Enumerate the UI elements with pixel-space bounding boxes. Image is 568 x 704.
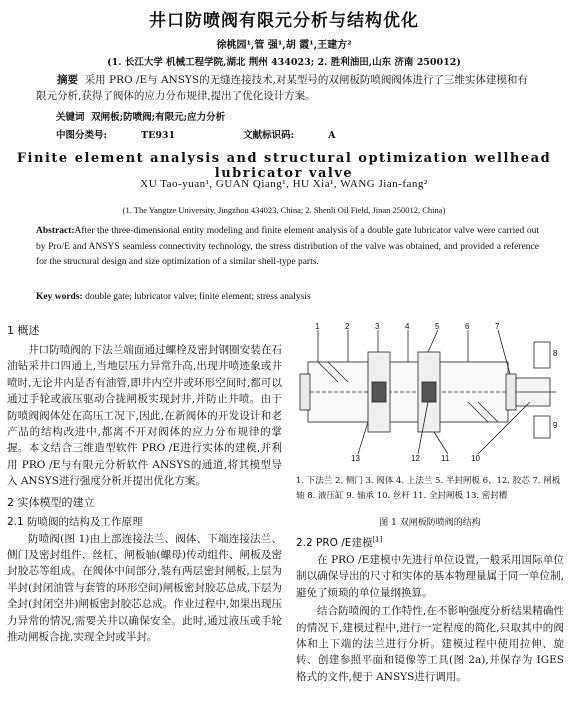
callout-1: 1 [315, 322, 320, 331]
section-2-2-paragraph-2: 结合防喷阀的工作特性,在不影响强度分析结果精确性的情况下,建模过程中,进行一定程度的简化,只取其中的阀体和上下端的法兰进行分析。建模过程中使用拉伸、旋转、创建参照平面和镜像等工具(图 2a),并保存为 IGES格式的文件,便于 ANSYS进行调用。 [296, 605, 564, 683]
packing-core-12 [422, 382, 436, 402]
hydraulic-cylinder [534, 342, 550, 368]
callout-6: 6 [465, 322, 470, 331]
keywords-cn [56, 109, 225, 123]
classification-cn [56, 127, 370, 141]
authors-cn: 徐桃园¹,管 强¹,胡 霞¹,王建方² [216, 40, 352, 51]
callout-3: 3 [375, 322, 380, 331]
affiliation-en: (1. The Yangtze University, Jingzhou 434023, China; 2. Shenli Oil Field, Jinan 250012, China) [122, 205, 446, 215]
doc-code-label: 文献标识码: [243, 130, 295, 141]
section-2-2-heading-text: 2.2 PRO /E建模 [296, 537, 373, 549]
keywords-en-text: double gate; lubricator valve; finite element; stress analysis [85, 292, 311, 302]
paper-title-cn: 井口防喷阀有限元分析与结构优化 [149, 11, 419, 31]
abstract-cn [36, 72, 536, 104]
doc-code-value: A [328, 130, 336, 141]
affiliation-cn: (1. 长江大学 机械工程学院,湖北 荆州 434023; 2. 胜利油田,山东 济南 250012) [107, 57, 461, 68]
section-1-heading: 1 概述 [7, 324, 40, 337]
callout-13: 13 [351, 454, 360, 462]
callout-9: 9 [553, 421, 558, 430]
upper-flange [506, 374, 516, 410]
keywords-cn-text: 双闸板;防喷阀;有限元;应力分析 [91, 112, 226, 123]
lower-flange [300, 374, 310, 410]
callout-8: 8 [553, 349, 558, 358]
callout-7: 7 [495, 322, 500, 331]
abstract-en-text: After the three-dimensional entity modeling and finite element analysis of a double gate lubricator valve were carried out by Pro/E and ANSYS seamless connectivity technology, the stress distribution of the valve was obtained, and provided a reference for the structural design and size optimization of a similar shell-type parts. [36, 226, 539, 268]
authors-en: XU Tao-yuan¹, GUAN Qiang¹, HU Xia¹, WANG Jian-fang² [140, 178, 428, 190]
abstract-en-label: Abstract: [36, 226, 75, 236]
keywords-en-label: Key words: [36, 292, 83, 302]
keywords-cn-label: 关键词 [56, 112, 85, 123]
left-column [7, 322, 282, 648]
clc-value: TE931 [141, 130, 176, 141]
figure-1-caption: 图 1 双闸板防喷阀的结构 [379, 518, 481, 528]
abstract-en [36, 224, 539, 271]
right-column [296, 535, 564, 687]
callout-2: 2 [345, 322, 350, 331]
section-2-2-reference: [1] [372, 535, 383, 544]
abstract-cn-label: 摘要 [57, 74, 78, 86]
packing-core-6 [372, 382, 386, 402]
section-2-1-paragraph: 防喷阀(图 1)由上部连接法兰、阀体、下端连接法兰、侧门及密封组件、丝杠、闸板轴(螺母)传动组件、闸板及密封胶芯等组成。在阀体中间部分,装有两层密封闸板,上层为半封(封闭油管与套管的环形空间)闸板密封胶芯总成,下层为全封(封闭空井)闸板密封胶芯总成。作业过程中,如果出现压力异常的情况,需要关井以确保安全。此时,通过液压或手轮推动闸板合拢,实现全封或半封。 [7, 532, 282, 644]
keywords-en [36, 292, 311, 302]
callout-11: 11 [441, 454, 450, 462]
section-2-2-heading [296, 535, 564, 550]
paper-title-en: Finite element analysis and structural optimization wellhead lubricator valve [16, 151, 552, 181]
section-2-heading: 2 实体模型的建立 [7, 495, 95, 509]
bearing [534, 416, 550, 438]
callout-10: 10 [471, 454, 480, 462]
callout-5: 5 [435, 322, 440, 331]
callout-4: 4 [405, 322, 410, 331]
section-2-2-paragraph-1: 在 PRO /E建模中先进行单位设置,一般采用国际单位制以确保导出的尺寸和实体的基本物理量属于同一单位制,避免了烦琐的单位量纲换算。 [296, 554, 564, 599]
figure-1-legend: 1. 下法兰 2. 侧门 3. 阀体 4. 上法兰 5. 半封闸板 6、12. 胶芯 7. 闸板轴 8. 液压缸 9. 轴承 10. 丝杆 11. 全封闸板 13. 密封槽 [296, 476, 561, 501]
section-2-1-heading: 2.1 防喷阀的结构及工作原理 [7, 515, 143, 528]
abstract-cn-text: 采用 PRO /E与 ANSYS的无缝连接技术,对某型号的双闸板防喷阀阀体进行了三维实体建模和有限元分析,获得了阀体的应力分布规律,提出了优化设计方案。 [36, 74, 528, 102]
callout-12: 12 [411, 454, 420, 462]
figure-1-drawing [298, 322, 560, 462]
section-1-paragraph: 井口防喷阀的下法兰端面通过螺栓及密封钢圈安装在石油钻采井口四通上,当地层压力异常升高,出现井喷迹象或井喷时,无论井内是否有油管,即井内空井或环形空间时,都可以通过手轮或液压驱动合拢闸板实现封井,并防止井喷。由于防喷阀阀体处在高压工况下,因此,在新阀体的开发设计和老产品的结构改进中,都离不开对阀体的应力分布规律的掌握。本文结合三维造型软件 PRO /E进行实体的建模,并利用 PRO /E与有限元分析软件 ANSYS的通道,将其模型导入 ANSYS进行强度分析并提出优化方案。 [7, 344, 282, 488]
clc-label: 中图分类号: [56, 130, 108, 141]
